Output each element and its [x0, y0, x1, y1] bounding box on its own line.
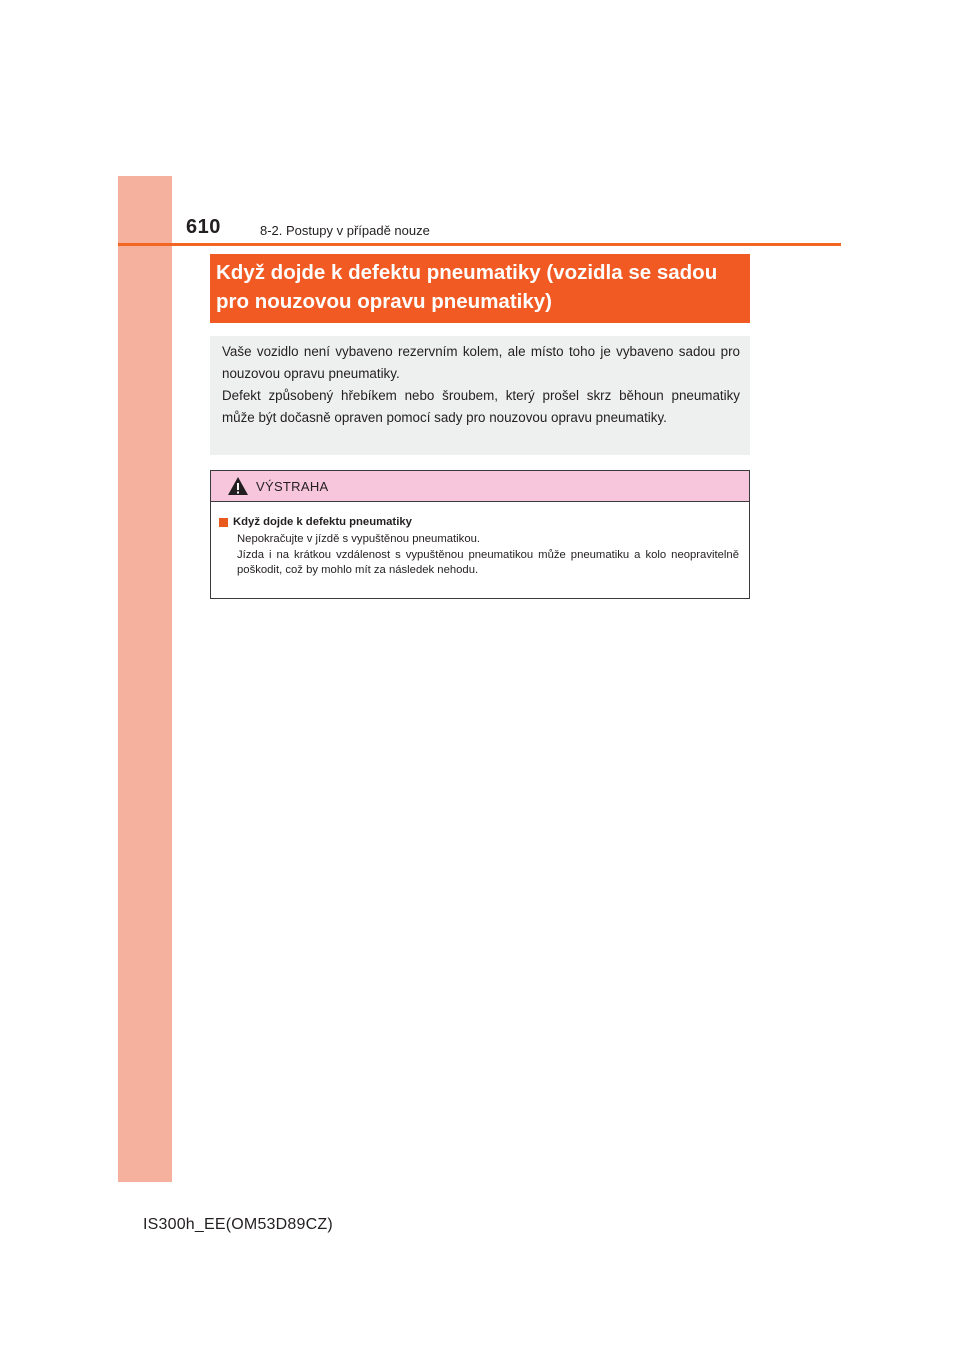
intro-box: [210, 336, 750, 455]
warning-label: VÝSTRAHA: [256, 478, 329, 494]
heading-line-2: pro nouzovou opravu pneumatiky): [216, 290, 552, 313]
section-title: 8-2. Postupy v případě nouze: [260, 223, 430, 238]
warning-triangle-icon: [227, 476, 249, 496]
header-rule: [118, 243, 841, 246]
page-number: 610: [186, 216, 221, 238]
warning-body: [211, 502, 749, 579]
warning-subhead: [219, 514, 739, 530]
intro-paragraph-1: Vaše vozidlo není vybaveno rezervním kolem, ale místo toho je vybaveno sadou pro nouzovou opravu pneumatiky.: [222, 344, 740, 381]
warning-text-line-2: Jízda i na krátkou vzdálenost s vypuštěnou pneumatikou může pneumatiku a kolo neopravitelně poškodit, což by mohlo mít za následek nehodu.: [237, 548, 739, 576]
warning-text-line-1: Nepokračujte v jízdě s vypuštěnou pneumatikou.: [237, 533, 481, 545]
footer-model-code: IS300h_EE(OM53D89CZ): [143, 1216, 333, 1233]
warning-header: [211, 471, 749, 502]
warning-subhead-text: Když dojde k defektu pneumatiky: [233, 516, 412, 528]
warning-text: [237, 532, 739, 579]
square-bullet-icon: [219, 518, 228, 527]
intro-paragraph-2: Defekt způsobený hřebíkem nebo šroubem, který prošel skrz běhoun pneumatiky může být dočasně opraven pomocí sady pro nouzovou opravu pneumatiky.: [222, 388, 740, 425]
warning-box: [210, 470, 750, 599]
heading-line-1: Když dojde k defektu pneumatiky (vozidla se sadou: [216, 261, 718, 284]
chapter-side-band: [118, 176, 172, 1182]
section-heading: [210, 254, 750, 323]
